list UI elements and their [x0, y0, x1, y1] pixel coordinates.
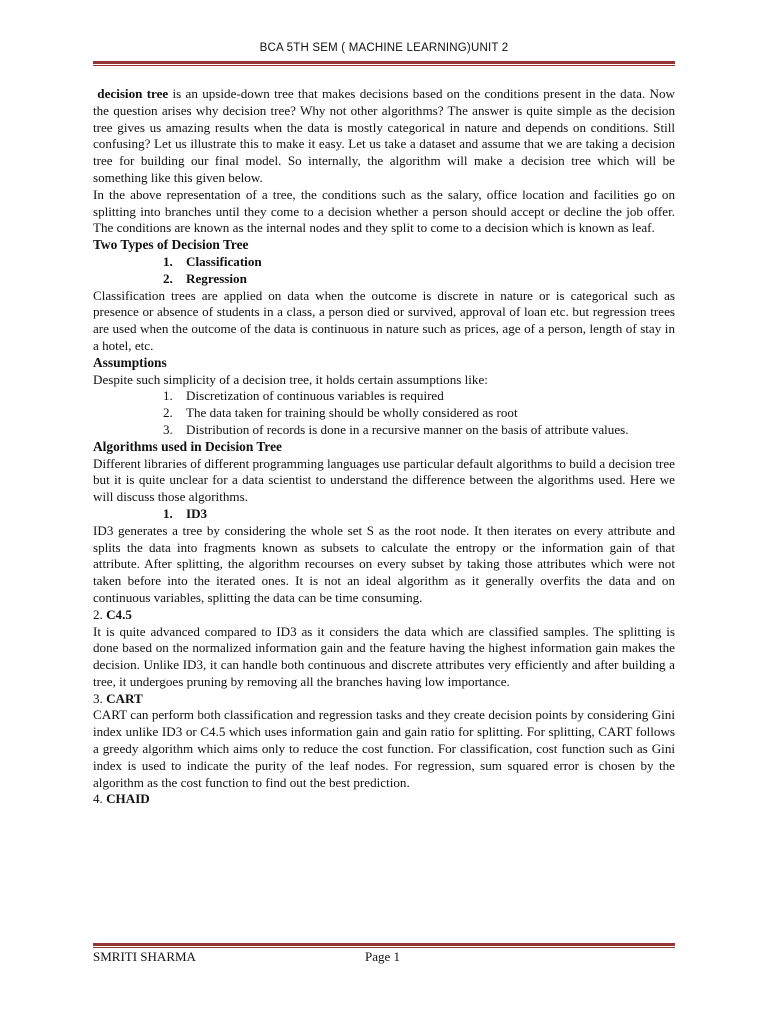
- id3-paragraph: ID3 generates a tree by considering the whole set S as the root node. It then iterates on every attribute and splits the data into fragments known as subsets to calculate the entropy or the information gain of that attribute. After splitting, the algorithm recourses on every subset by taking those attributes which were not taken before into the iterated ones. It is not an ideal algorithm as it generally overfits the data and on continuous variables, splitting the data can be time consuming.: [93, 522, 675, 605]
- intro-paragraph: [93, 86, 675, 187]
- page-content: [93, 86, 675, 808]
- c45-paragraph: It is quite advanced compared to ID3 as it considers the data which are classified samples. The splitting is done based on the normalized information gain and the feature having the highest information gain makes the decision. Unlike ID3, it can handle both continuous and discrete attributes very efficiently and after building a tree, it undergoes pruning by removing all the branches having low importance.: [93, 623, 675, 689]
- intro-term: decision tree: [97, 86, 169, 101]
- tree-representation-paragraph: In the above representation of a tree, the conditions such as the salary, office location and facilities go on splitting into branches until they come to a decision whether a person should accept or decline the job offer. The conditions are known as the internal nodes and they split to come to a decision which is known as leaf.: [93, 186, 675, 236]
- chaid-heading: 4. CHAID: [93, 791, 150, 807]
- algorithms-heading: Algorithms used in Decision Tree: [93, 438, 282, 454]
- list-item: 2. The data taken for training should be wholly considered as root: [163, 405, 518, 421]
- types-heading: Two Types of Decision Tree: [93, 237, 249, 253]
- page-header-title: BCA 5TH SEM ( MACHINE LEARNING)UNIT 2: [259, 42, 509, 54]
- types-list: [93, 254, 675, 288]
- cart-heading: 3. CART: [93, 690, 143, 706]
- cart-paragraph: CART can perform both classification and regression tasks and they create decision points by considering Gini index unlike ID3 or C4.5 which uses information gain and gain ratio for splitting. For splitting, CART follows a greedy algorithm which aims only to reduce the cost function. For classification, cost function such as Gini index is used to indicate the purity of the leaf nodes. For regression, sum squared error is chosen by the algorithm as the cost function to find out the best prediction.: [93, 707, 675, 790]
- assumptions-intro: Despite such simplicity of a decision tree, it holds certain assumptions like:: [93, 371, 488, 387]
- footer-author: SMRITI SHARMA: [93, 949, 196, 964]
- intro-text: is an upside-down tree that makes decisions based on the conditions present in the data. Now the question arises why decision tree? Why not other algorithms? The answer is quite simple as the decision tree gives us amazing results when the data is mostly categorical in nature and depends on conditions. Still confusing? Let us illustrate this to make it easy. Let us take a dataset and assume that we are taking a decision tree for building our final model. So internally, the algorithm will make a decision tree which will be something like this given below.: [93, 86, 675, 185]
- id3-list: [93, 506, 675, 523]
- assumptions-list: [93, 388, 675, 438]
- header-rule: [93, 61, 675, 66]
- list-item: 3. Distribution of records is done in a recursive manner on the basis of attribute values.: [163, 421, 629, 437]
- types-paragraph: Classification trees are applied on data when the outcome is discrete in nature or is categorical such as presence or absence of students in a class, a person died or survived, approval of loan etc. but regression trees are used when the outcome of the data is continuous in nature such as prices, age of a person, length of stay in a hotel, etc.: [93, 287, 675, 353]
- list-item: 1. ID3: [163, 505, 208, 521]
- algorithms-intro: Different libraries of different programming languages use particular default algorithms to build a decision tree but it is quite unclear for a data scientist to understand the difference between the algorithms used. Here we will discuss those algorithms.: [93, 455, 675, 505]
- c45-heading: 2. C4.5: [93, 606, 132, 622]
- assumptions-heading: Assumptions: [93, 354, 167, 370]
- footer-rule: [93, 943, 675, 948]
- list-item: 2. Regression: [163, 270, 247, 286]
- list-item: 1. Classification: [163, 253, 262, 269]
- footer-page-number: Page 1: [365, 949, 401, 964]
- list-item: 1. Discretization of continuous variables is required: [163, 388, 444, 404]
